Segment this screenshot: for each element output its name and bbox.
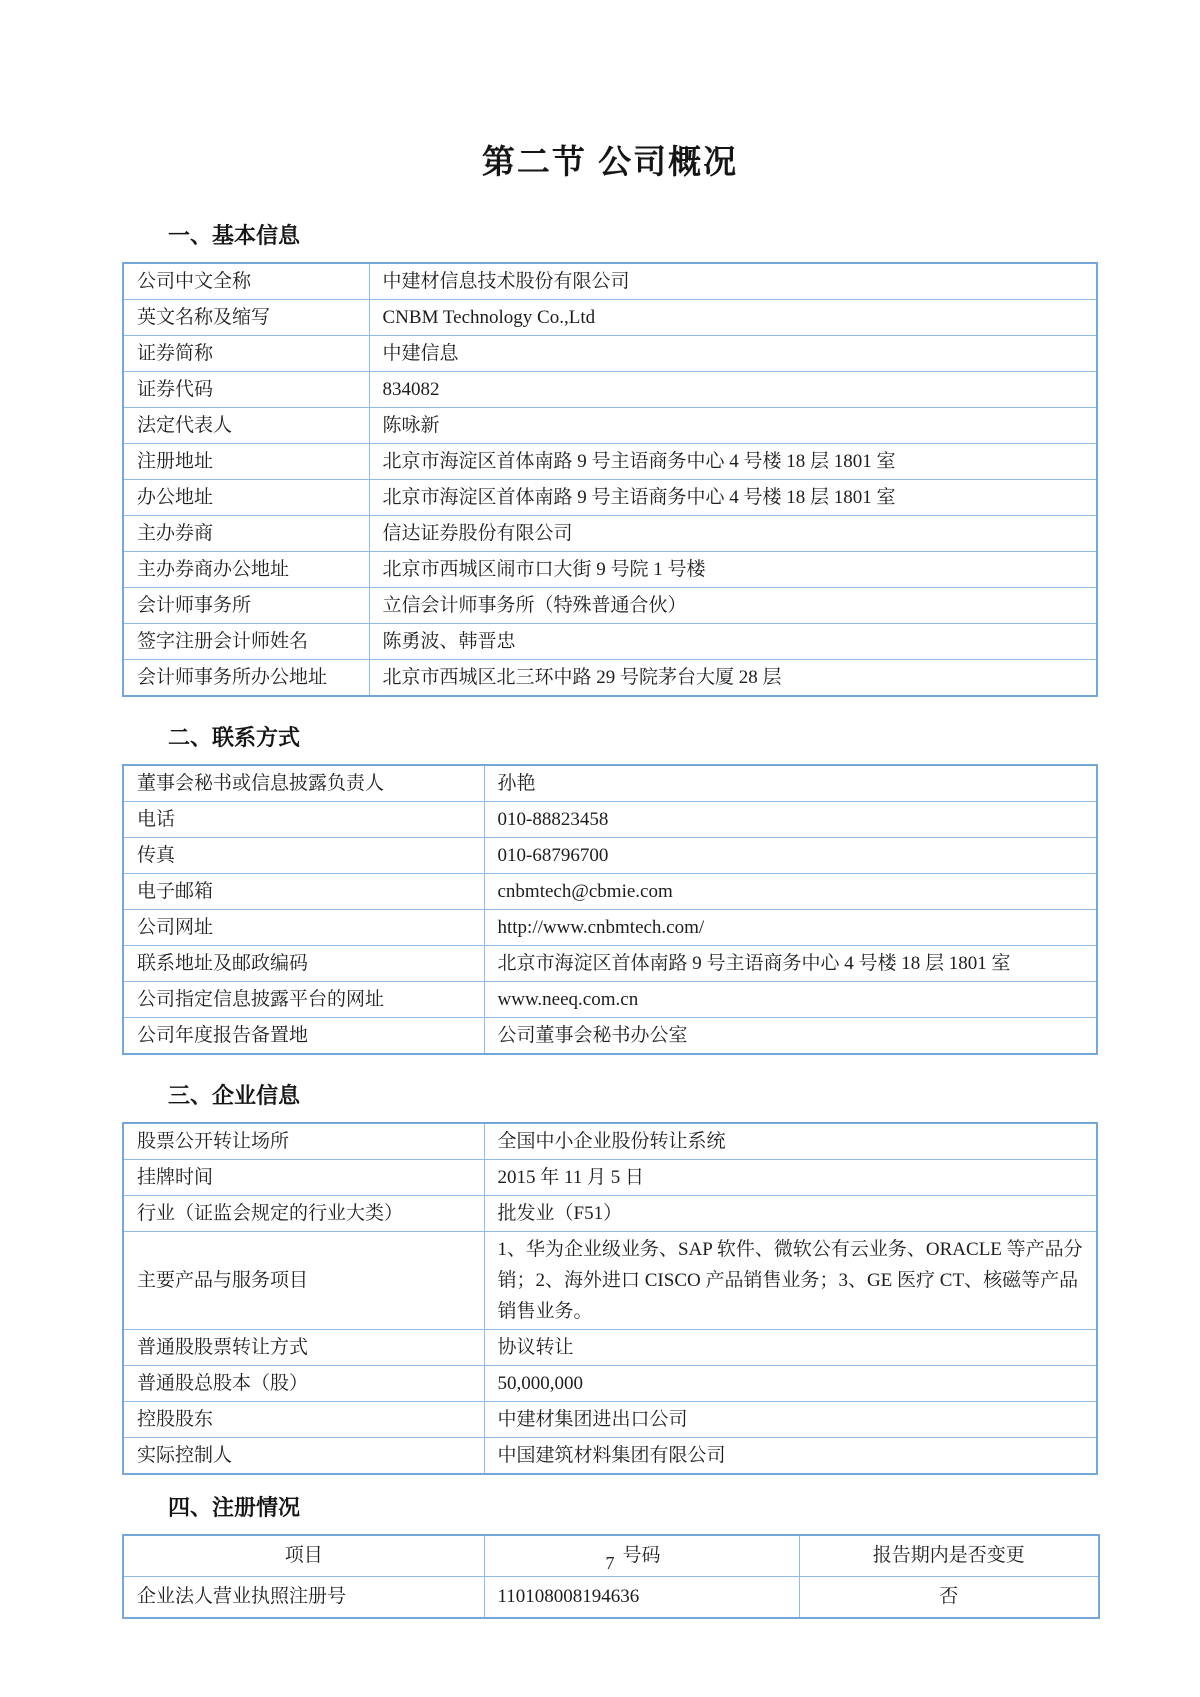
row-label: 公司中文全称 bbox=[123, 263, 369, 300]
table-row bbox=[123, 372, 1097, 408]
row-label: 英文名称及缩写 bbox=[123, 300, 369, 336]
row-value: 中建材集团进出口公司 bbox=[484, 1402, 1097, 1438]
row-value: 中国建筑材料集团有限公司 bbox=[484, 1438, 1097, 1475]
row-label: 公司指定信息披露平台的网址 bbox=[123, 982, 484, 1018]
table-row bbox=[123, 1330, 1097, 1366]
column-header-changed: 报告期内是否变更 bbox=[799, 1535, 1099, 1577]
table-row bbox=[123, 1196, 1097, 1232]
row-value: CNBM Technology Co.,Ltd bbox=[369, 300, 1097, 336]
row-label: 主办券商办公地址 bbox=[123, 552, 369, 588]
row-label: 主办券商 bbox=[123, 516, 369, 552]
section-heading-contact: 二、联系方式 bbox=[168, 725, 301, 750]
row-label: 注册地址 bbox=[123, 444, 369, 480]
row-label: 行业（证监会规定的行业大类） bbox=[123, 1196, 484, 1232]
row-label: 电话 bbox=[123, 802, 484, 838]
row-value: 北京市海淀区首体南路 9 号主语商务中心 4 号楼 18 层 1801 室 bbox=[369, 480, 1097, 516]
row-label: 传真 bbox=[123, 838, 484, 874]
table-row bbox=[123, 624, 1097, 660]
table-row bbox=[123, 588, 1097, 624]
column-header-number: 号码 bbox=[484, 1535, 799, 1577]
row-label: 公司年度报告备置地 bbox=[123, 1018, 484, 1055]
table-row bbox=[123, 982, 1097, 1018]
table-row bbox=[123, 1577, 1099, 1619]
row-label: 股票公开转让场所 bbox=[123, 1123, 484, 1160]
section-heading-basic-info: 一、基本信息 bbox=[168, 223, 301, 248]
row-value: 孙艳 bbox=[484, 765, 1097, 802]
table-row bbox=[123, 1018, 1097, 1055]
section-heading-registration: 四、注册情况 bbox=[168, 1495, 301, 1520]
grid-cell: 企业法人营业执照注册号 bbox=[123, 1577, 484, 1619]
enterprise-table bbox=[122, 1122, 1098, 1475]
table-row bbox=[123, 444, 1097, 480]
table-row bbox=[123, 765, 1097, 802]
row-value: 协议转让 bbox=[484, 1330, 1097, 1366]
row-value: 批发业（F51） bbox=[484, 1196, 1097, 1232]
row-label: 会计师事务所办公地址 bbox=[123, 660, 369, 697]
row-label: 证券代码 bbox=[123, 372, 369, 408]
row-label: 电子邮箱 bbox=[123, 874, 484, 910]
table-row bbox=[123, 408, 1097, 444]
row-label: 控股股东 bbox=[123, 1402, 484, 1438]
row-value: 陈勇波、韩晋忠 bbox=[369, 624, 1097, 660]
table-row bbox=[123, 660, 1097, 697]
row-value: http://www.cnbmtech.com/ bbox=[484, 910, 1097, 946]
row-value: 010-68796700 bbox=[484, 838, 1097, 874]
row-label: 法定代表人 bbox=[123, 408, 369, 444]
row-value: cnbmtech@cbmie.com bbox=[484, 874, 1097, 910]
grid-cell: 否 bbox=[799, 1577, 1099, 1619]
row-value: 北京市海淀区首体南路 9 号主语商务中心 4 号楼 18 层 1801 室 bbox=[369, 444, 1097, 480]
row-value: 1、华为企业级业务、SAP 软件、微软公有云业务、ORACLE 等产品分销；2、海外进口 CISCO 产品销售业务；3、GE 医疗 CT、核磁等产品销售业务。 bbox=[484, 1232, 1097, 1330]
section-basic-info bbox=[0, 219, 1200, 697]
row-label: 主要产品与服务项目 bbox=[123, 1232, 484, 1330]
contact-table bbox=[122, 764, 1098, 1055]
row-value: 信达证券股份有限公司 bbox=[369, 516, 1097, 552]
row-value: 北京市西城区闹市口大街 9 号院 1 号楼 bbox=[369, 552, 1097, 588]
row-label: 普通股股票转让方式 bbox=[123, 1330, 484, 1366]
row-label: 公司网址 bbox=[123, 910, 484, 946]
row-value: www.neeq.com.cn bbox=[484, 982, 1097, 1018]
table-row bbox=[123, 838, 1097, 874]
row-label: 普通股总股本（股） bbox=[123, 1366, 484, 1402]
table-row bbox=[123, 874, 1097, 910]
table-row bbox=[123, 1366, 1097, 1402]
grid-cell: 110108008194636 bbox=[484, 1577, 799, 1619]
table-row bbox=[123, 946, 1097, 982]
row-value: 中建材信息技术股份有限公司 bbox=[369, 263, 1097, 300]
row-label: 挂牌时间 bbox=[123, 1160, 484, 1196]
row-value: 50,000,000 bbox=[484, 1366, 1097, 1402]
row-value: 北京市海淀区首体南路 9 号主语商务中心 4 号楼 18 层 1801 室 bbox=[484, 946, 1097, 982]
row-label: 会计师事务所 bbox=[123, 588, 369, 624]
row-value: 2015 年 11 月 5 日 bbox=[484, 1160, 1097, 1196]
row-value: 010-88823458 bbox=[484, 802, 1097, 838]
row-value: 中建信息 bbox=[369, 336, 1097, 372]
basic-info-table bbox=[122, 262, 1098, 697]
row-value: 北京市西城区北三环中路 29 号院茅台大厦 28 层 bbox=[369, 660, 1097, 697]
page-number: 7 bbox=[605, 1553, 615, 1573]
section-contact bbox=[0, 721, 1200, 1055]
table-row bbox=[123, 802, 1097, 838]
registration-table bbox=[122, 1534, 1100, 1619]
table-row bbox=[123, 300, 1097, 336]
section-heading-enterprise: 三、企业信息 bbox=[168, 1083, 301, 1108]
row-value: 834082 bbox=[369, 372, 1097, 408]
row-label: 办公地址 bbox=[123, 480, 369, 516]
table-row bbox=[123, 1438, 1097, 1475]
row-label: 实际控制人 bbox=[123, 1438, 484, 1475]
table-row bbox=[123, 263, 1097, 300]
row-value: 全国中小企业股份转让系统 bbox=[484, 1123, 1097, 1160]
column-header-item: 项目 bbox=[123, 1535, 484, 1577]
row-label: 证券简称 bbox=[123, 336, 369, 372]
table-row bbox=[123, 1123, 1097, 1160]
page-title: 第二节 公司概况 bbox=[481, 143, 739, 180]
table-row bbox=[123, 480, 1097, 516]
row-value: 陈咏新 bbox=[369, 408, 1097, 444]
table-row bbox=[123, 1402, 1097, 1438]
table-row bbox=[123, 336, 1097, 372]
row-label: 签字注册会计师姓名 bbox=[123, 624, 369, 660]
table-row bbox=[123, 910, 1097, 946]
row-label: 联系地址及邮政编码 bbox=[123, 946, 484, 982]
row-value: 公司董事会秘书办公室 bbox=[484, 1018, 1097, 1055]
table-row bbox=[123, 1160, 1097, 1196]
table-row bbox=[123, 1232, 1097, 1330]
section-enterprise bbox=[0, 1079, 1200, 1475]
row-label: 董事会秘书或信息披露负责人 bbox=[123, 765, 484, 802]
row-value: 立信会计师事务所（特殊普通合伙） bbox=[369, 588, 1097, 624]
table-row bbox=[123, 516, 1097, 552]
table-row bbox=[123, 552, 1097, 588]
